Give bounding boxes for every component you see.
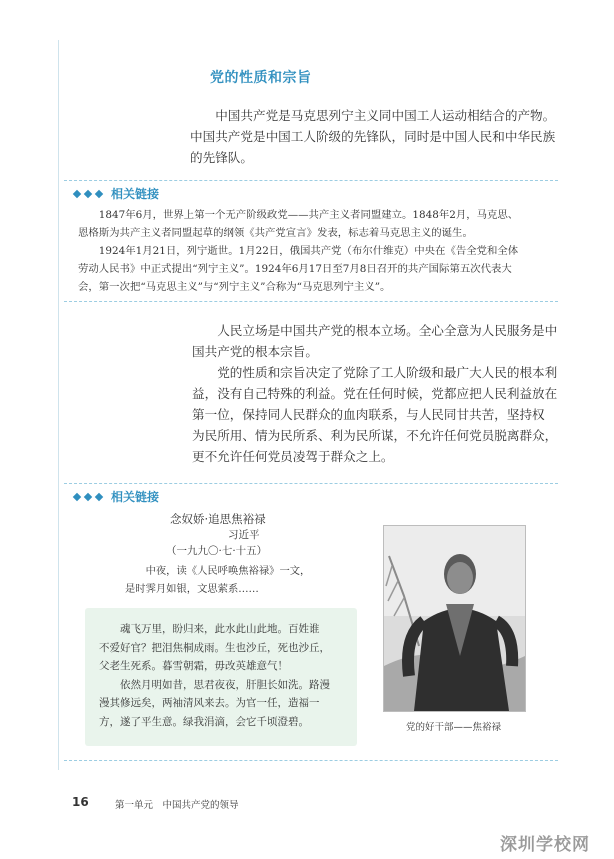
poem-preface xyxy=(125,562,365,598)
diamond-icon xyxy=(95,189,103,197)
diamond-icon xyxy=(73,189,81,197)
para2-line: 人民立场是中国共产党的根本立场。全心全意为人民服务是中 xyxy=(217,323,558,338)
diamond-icon xyxy=(95,492,103,500)
diamond-icon xyxy=(73,492,81,500)
poem-box xyxy=(85,608,357,746)
page-number: 16 xyxy=(72,795,89,809)
poem-line: 方，遂了平生意。绿我涓滴，会它千顷澄碧。 xyxy=(99,715,309,728)
paragraph-party-nature xyxy=(190,105,560,168)
related-links-box-1 xyxy=(64,180,558,302)
photo-caption: 党的好干部——焦裕禄 xyxy=(405,722,501,733)
portrait-illustration xyxy=(384,526,525,711)
para1-line-3: 的先锋队。 xyxy=(190,150,253,165)
para2-line: 益，没有自己特殊的利益。党在任何时候，党都应把人民利益放在 xyxy=(192,386,558,401)
para2-line: 为民所用、情为民所系、利为民所谋，不允许任何党员脱离群众， xyxy=(192,428,558,443)
para2-line: 更不允许任何党员凌驾于群众之上。 xyxy=(192,449,394,464)
poem-author: 习近平 xyxy=(228,529,260,541)
related-links-heading-label: 相关链接 xyxy=(111,187,160,201)
related-line: 1924年1月21日，列宁逝世。1月22日，俄国共产党（布尔什维克）中央在《告全党和全体 xyxy=(98,245,519,257)
portrait-photo xyxy=(383,525,526,712)
margin-line xyxy=(58,40,59,770)
related-line: 恩格斯为共产主义者同盟起草的纲领《共产党宣言》发表，标志着马克思主义的诞生。 xyxy=(78,227,473,239)
poem-line: 魂飞万里，盼归来，此水此山此地。百姓谁 xyxy=(120,623,320,635)
para2-line: 党的性质和宗旨决定了党除了工人阶级和最广大人民的根本利 xyxy=(217,365,558,380)
related-links-heading-2 xyxy=(74,488,558,505)
preface-line: 是时霁月如银，文思萦系…… xyxy=(125,583,259,595)
para2-line: 第一位，保持同人民群众的血肉联系，与人民同甘共苦，坚持权 xyxy=(192,407,545,422)
poem-line: 不爱好官？把泪焦桐成雨。生也沙丘，死也沙丘， xyxy=(99,641,330,654)
related-links-heading-1 xyxy=(74,185,558,202)
footer-divider xyxy=(64,760,558,761)
related-links-text-1 xyxy=(64,206,558,296)
watermark: 深圳学校网 xyxy=(500,835,590,855)
poem-date: （一九九〇·七·十五） xyxy=(166,545,268,557)
paragraph-party-purpose xyxy=(192,320,562,467)
preface-line: 中夜，读《人民呼唤焦裕禄》一文， xyxy=(145,565,311,577)
diamond-icon xyxy=(84,189,92,197)
para2-line: 国共产党的根本宗旨。 xyxy=(192,344,318,359)
related-line: 劳动人民书》中正式提出“列宁主义”。1924年6月17日至7月8日召开的共产国际第五次代表大 xyxy=(78,263,512,275)
section-title: 党的性质和宗旨 xyxy=(210,70,312,86)
para1-line-1: 中国共产党是马克思列宁主义同中国工人运动相结合的产物。 xyxy=(215,108,556,123)
poem-line: 依然月明如昔，思君夜夜，肝胆长如洗。路漫 xyxy=(120,678,330,691)
unit-title: 第一单元 中国共产党的领导 xyxy=(115,800,239,811)
poem-line: 父老生死系。暮雪朝霜，毋改英雄意气！ xyxy=(99,660,288,672)
related-line: 1847年6月，世界上第一个无产阶级政党——共产主义者同盟建立。1848年2月，马克思、 xyxy=(98,209,519,221)
diamond-icon xyxy=(84,492,92,500)
poem-line: 漫其修远矣，两袖清风来去。为官一任，造福一 xyxy=(99,697,320,709)
poem-title: 念奴娇·追思焦裕禄 xyxy=(170,512,266,526)
related-line: 会，第一次把“马克思主义”与“列宁主义”合称为“马克思列宁主义”。 xyxy=(78,281,391,293)
para1-line-2: 中国共产党是中国工人阶级的先锋队，同时是中国人民和中华民族 xyxy=(190,129,556,144)
related-links-heading-label: 相关链接 xyxy=(111,490,160,504)
